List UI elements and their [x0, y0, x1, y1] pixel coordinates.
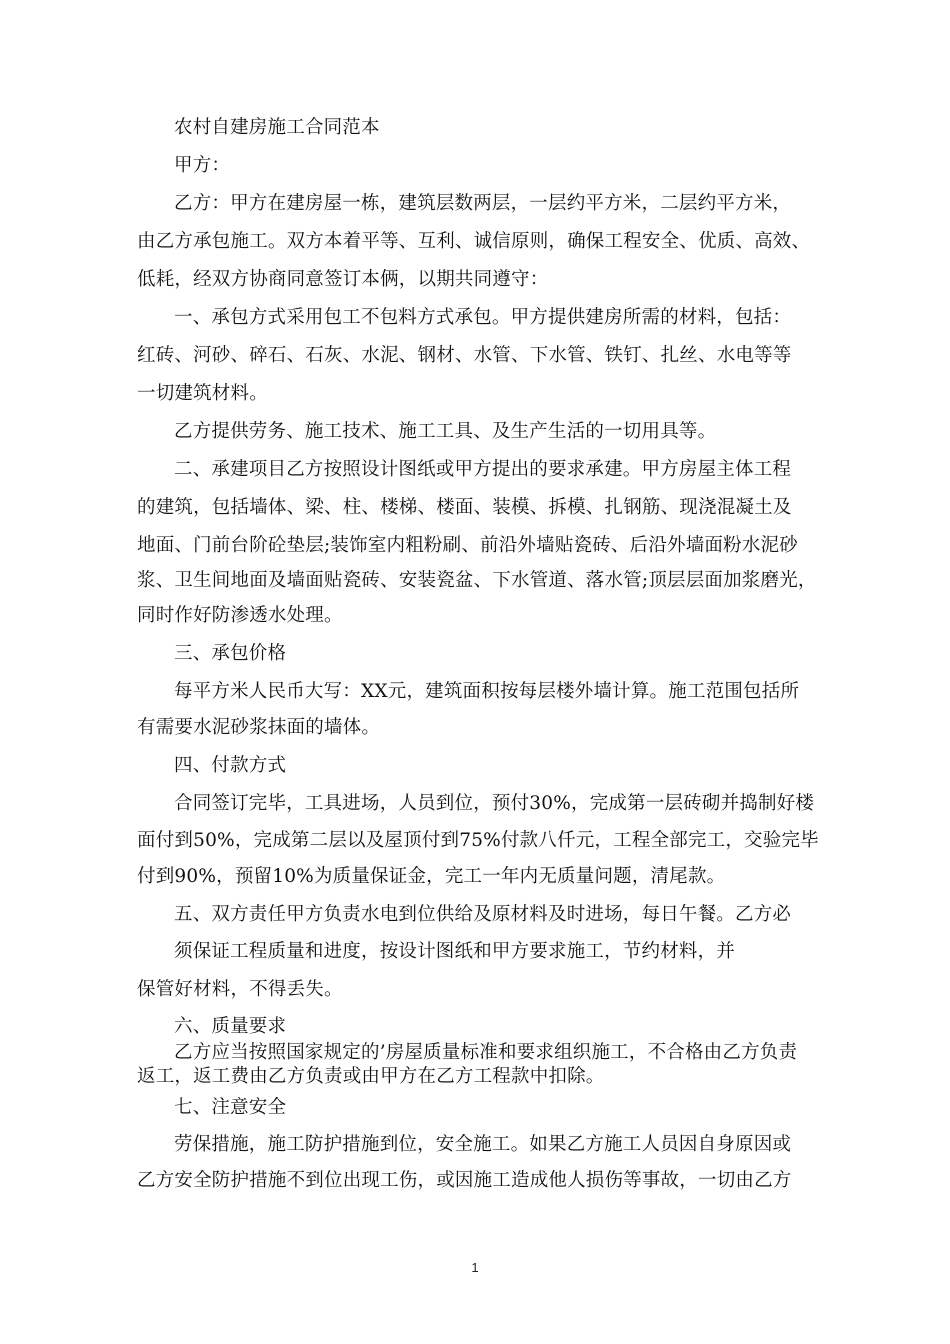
paragraph-line: 须保证工程质量和进度，按设计图纸和甲方要求施工，节约材料，并 [174, 941, 736, 962]
paragraph-line: 劳保措施，施工防护措施到位，安全施工。如果乙方施工人员因自身原因或 [174, 1134, 792, 1155]
paragraph-line: 的建筑，包括墙体、梁、柱、楼梯、楼面、装模、拆模、扎钢筋、现浇混凝土及 [137, 497, 792, 518]
paragraph-line: 五、双方责任甲方负责水电到位供给及原材料及时进场，每日午餐。乙方必 [174, 904, 792, 925]
paragraph-line: 保管好材料，不得丢失。 [137, 979, 343, 1000]
section-heading: 六、质量要求 [174, 1016, 287, 1037]
paragraph-line: 乙方应当按照国家规定的’房屋质量标准和要求组织施工，不合格由乙方负责 [174, 1042, 798, 1063]
paragraph-line: 每平方米人民币大写：XX元，建筑面积按每层楼外墙计算。施工范围包括所 [174, 681, 800, 702]
paragraph-line: 乙方：甲方在建房屋一栋，建筑层数两层，一层约平方米，二层约平方米， [174, 193, 792, 214]
paragraph-line: 一切建筑材料。 [137, 383, 268, 404]
document-title: 农村自建房施工合同范本 [174, 117, 380, 138]
paragraph-line: 一、承包方式采用包工不包料方式承包。甲方提供建房所需的材料，包括： [174, 307, 792, 328]
paragraph-line: 合同签订完毕，工具进场，人员到位，预付30%，完成第一层砖砌并捣制好楼 [174, 793, 815, 814]
paragraph-line: 二、承建项目乙方按照设计图纸或甲方提出的要求承建。甲方房屋主体工程 [174, 459, 792, 480]
paragraph-line: 面付到50%，完成第二层以及屋顶付到75%付款八仟元，工程全部完工，交验完毕 [137, 830, 819, 851]
party-a-label: 甲方： [174, 155, 231, 176]
paragraph-line: 乙方安全防护措施不到位出现工伤，或因施工造成他人损伤等事故，一切由乙方 [137, 1170, 792, 1191]
paragraph-line: 浆、卫生间地面及墙面贴瓷砖、安装瓷盆、下水管道、落水管;顶层层面加浆磨光， [137, 570, 817, 591]
paragraph-line: 红砖、河砂、碎石、石灰、水泥、钢材、水管、下水管、铁钉、扎丝、水电等等 [137, 345, 792, 366]
paragraph-line: 有需要水泥砂浆抹面的墙体。 [137, 717, 381, 738]
section-heading: 三、承包价格 [174, 643, 287, 664]
paragraph-line: 乙方提供劳务、施工技术、施工工具、及生产生活的一切用具等。 [174, 421, 717, 442]
paragraph-line: 返工，返工费由乙方负责或由甲方在乙方工程款中扣除。 [137, 1066, 605, 1087]
page-number: 1 [471, 1260, 479, 1275]
section-heading: 七、注意安全 [174, 1097, 287, 1118]
paragraph-line: 付到90%，预留10%为质量保证金，完工一年内无质量问题，清尾款。 [137, 866, 726, 887]
paragraph-line: 同时作好防渗透水处理。 [137, 605, 343, 626]
paragraph-line: 由乙方承包施工。双方本着平等、互利、诚信原则，确保工程安全、优质、高效、 [137, 231, 811, 252]
section-heading: 四、付款方式 [174, 755, 287, 776]
paragraph-line: 地面、门前台阶砼垫层;装饰室内粗粉刷、前沿外墙贴瓷砖、后沿外墙面粉水泥砂 [137, 535, 798, 556]
paragraph-line: 低耗，经双方协商同意签订本俩，以期共同遵守： [137, 269, 549, 290]
